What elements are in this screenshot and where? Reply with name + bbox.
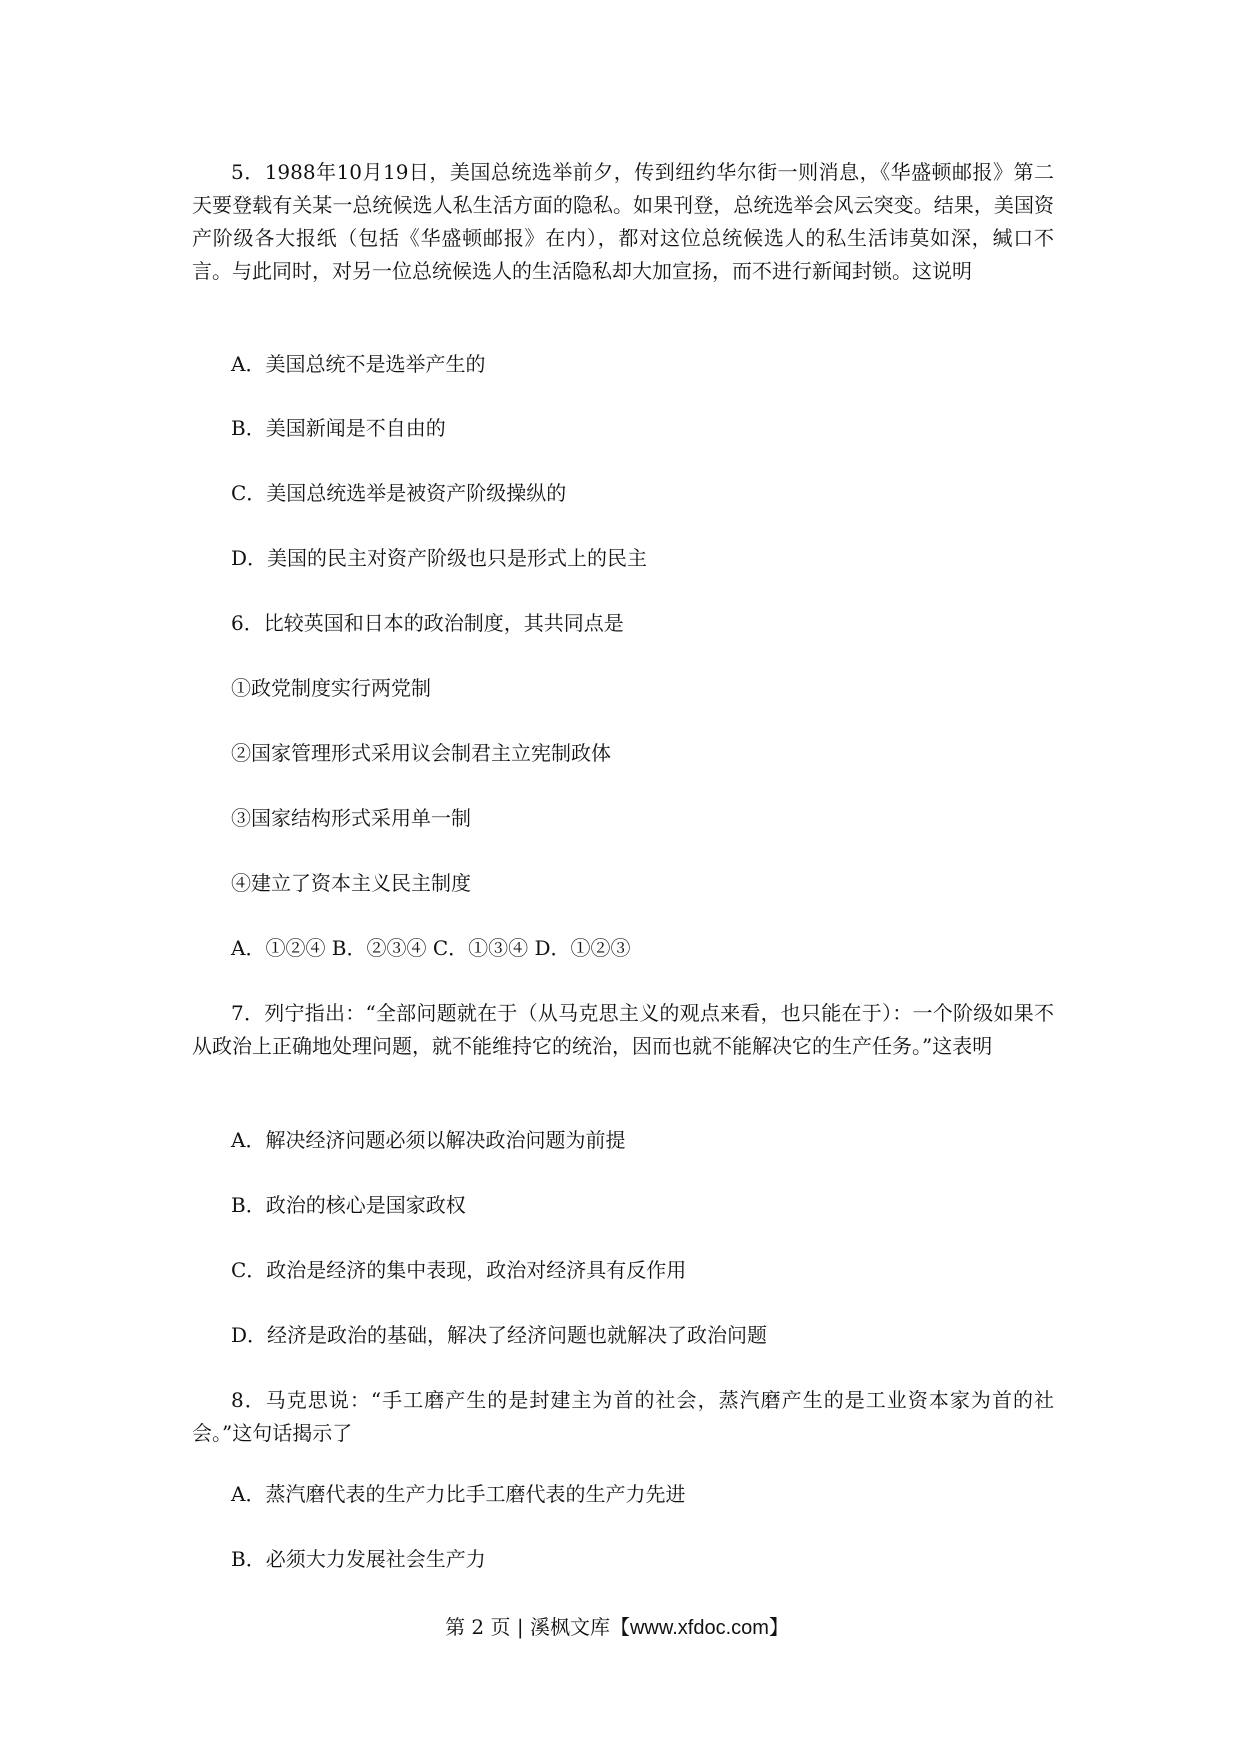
question-8-option-a: A．蒸汽磨代表的生产力比手工磨代表的生产力先进	[231, 1482, 686, 1506]
question-5-option-d: D．美国的民主对资产阶级也只是形式上的民主	[231, 546, 648, 570]
footer-url-link[interactable]: 【www.xfdoc.com】	[609, 1617, 789, 1639]
page-footer	[0, 1612, 1234, 1643]
question-5-option-c: C．美国总统选举是被资产阶级操纵的	[231, 481, 567, 505]
question-7-option-a: A．解决经济问题必须以解决政治问题为前提	[231, 1128, 626, 1152]
question-5-stem: 5．1988年10月19日，美国总统选举前夕，传到纽约华尔街一则消息，《华盛顿邮报》第二天要登载有关某一总统候选人私生活方面的隐私。如果刊登，总统选举会风云突变。结果，美国资产阶级各大报纸（包括《华盛顿邮报》在内），都对这位总统候选人的私生活讳莫如深，缄口不言。与此同时，对另一位总统候选人的生活隐私却大加宣扬，而不进行新闻封锁。这说明	[192, 160, 1054, 283]
question-7-option-d: D．经济是政治的基础，解决了经济问题也就解决了政治问题	[231, 1323, 768, 1347]
question-6-item-3: ③国家结构形式采用单一制	[231, 806, 471, 830]
footer-page-label: 第 2 页 | 溪枫文库	[445, 1615, 610, 1639]
question-6-item-4: ④建立了资本主义民主制度	[231, 871, 471, 895]
question-6-options: A．①②④ B．②③④ C．①③④ D．①②③	[231, 936, 631, 960]
question-6-item-1: ①政党制度实行两党制	[231, 676, 431, 700]
question-5-option-a: A．美国总统不是选举产生的	[231, 352, 486, 376]
question-5-option-b: B．美国新闻是不自由的	[231, 416, 446, 440]
question-8-option-b: B．必须大力发展社会生产力	[231, 1547, 486, 1571]
question-8-stem: 8．马克思说：“手工磨产生的是封建主为首的社会，蒸汽磨产生的是工业资本家为首的社会。”这句话揭示了	[192, 1388, 1054, 1445]
question-7-option-c: C．政治是经济的集中表现，政治对经济具有反作用	[231, 1258, 687, 1282]
question-6-stem: 6．比较英国和日本的政治制度，其共同点是	[231, 611, 624, 635]
question-7-option-b: B．政治的核心是国家政权	[231, 1193, 466, 1217]
question-7-stem: 7．列宁指出：“全部问题就在于（从马克思主义的观点来看，也只能在于）：一个阶级如果不从政治上正确地处理问题，就不能维持它的统治，因而也就不能解决它的生产任务。”这表明	[192, 1001, 1054, 1058]
question-6-item-2: ②国家管理形式采用议会制君主立宪制政体	[231, 741, 611, 765]
